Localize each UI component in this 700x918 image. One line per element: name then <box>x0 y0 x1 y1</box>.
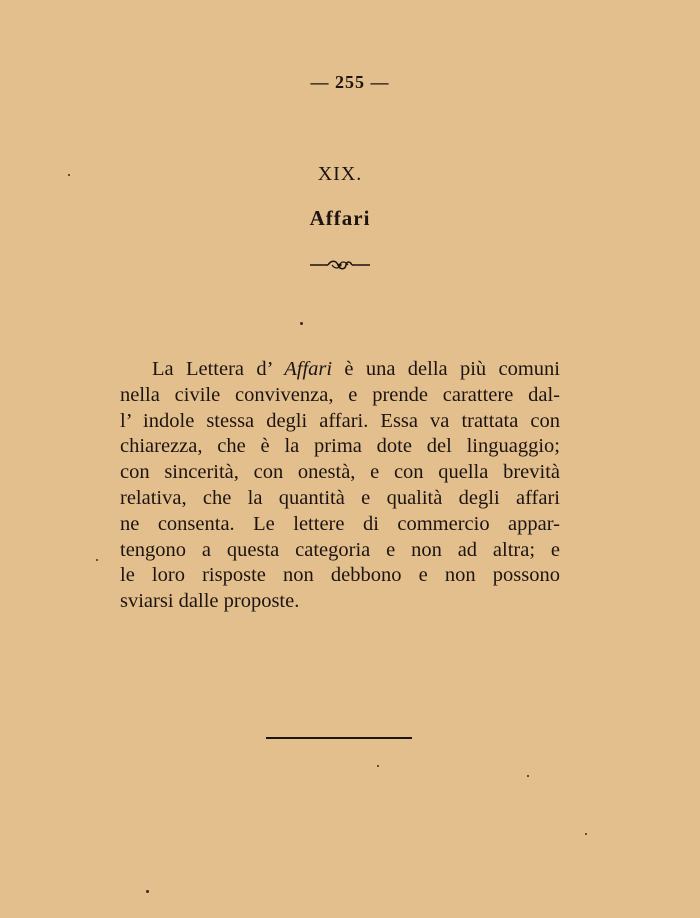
paper-speck <box>585 833 587 835</box>
text-line: l’ indole stessa degli affari. Essa va trattata con <box>120 409 560 432</box>
chapter-title: Affari <box>309 206 371 230</box>
chapter-number: XIX. <box>317 163 363 185</box>
body-paragraph <box>120 357 560 615</box>
text-line: sviarsi dalle proposte. <box>120 590 300 613</box>
page-number: — 255 — <box>310 72 390 92</box>
ornament-flourish-icon <box>308 258 372 272</box>
paper-speck <box>300 322 303 325</box>
text-line: le loro risposte non debbono e non possono <box>120 564 560 587</box>
paper-speck <box>146 890 149 893</box>
paper-speck <box>527 775 529 777</box>
text-line: ne consenta. Le lettere di commercio appar- <box>120 512 560 535</box>
italic-word: Affari <box>284 358 333 380</box>
paper-speck <box>68 174 70 176</box>
text-line: tengono a questa categoria e non ad altra; e <box>120 538 560 561</box>
text-line: chiarezza, che è la prima dote del linguaggio; <box>120 435 560 458</box>
paper-speck <box>96 559 98 561</box>
text-line: con sincerità, con onestà, e con quella brevità <box>120 461 560 484</box>
end-rule <box>266 737 412 739</box>
text-line: relativa, che la quantità e qualità degli affari <box>120 486 560 509</box>
text-line: La Lettera d’ Affari è una della più comuni <box>152 358 560 380</box>
text-line: nella civile convivenza, e prende carattere dal- <box>120 383 560 406</box>
paper-speck <box>377 765 379 767</box>
